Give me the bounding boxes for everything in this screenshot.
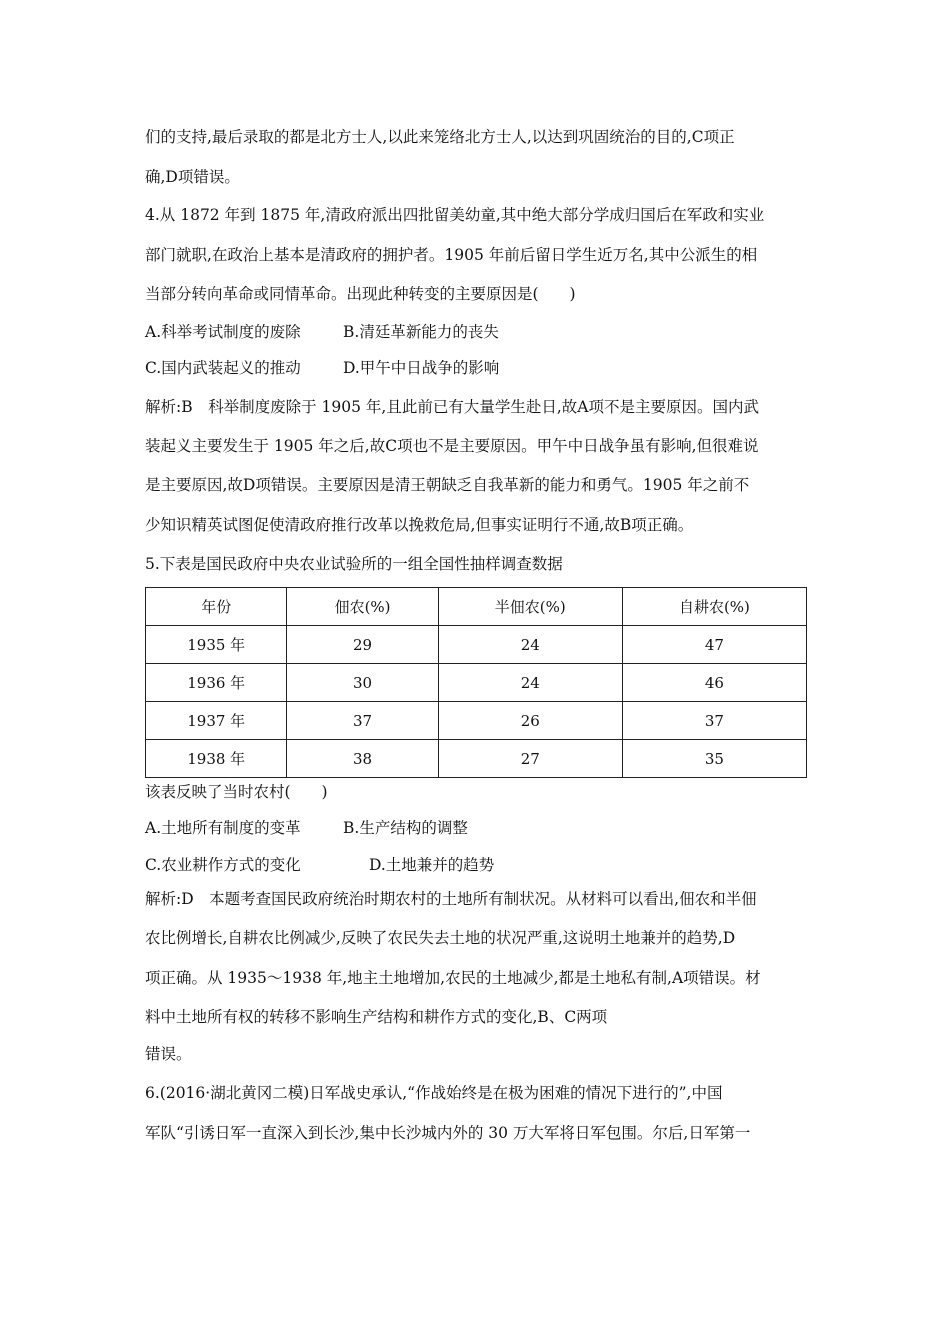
table-row <box>146 664 807 702</box>
table-header-cell: 自耕农(%) <box>622 588 806 626</box>
paragraph-line: 们的支持,最后录取的都是北方士人,以此来笼络北方士人,以达到巩固统治的目的,C项正 <box>145 128 735 146</box>
q4-option-row <box>145 358 500 378</box>
q4-option-c: C.国内武装起义的推动 <box>145 359 301 377</box>
table-cell: 26 <box>438 702 622 740</box>
answer-5-line: 错误。 <box>145 1045 192 1063</box>
table-cell: 1936 年 <box>146 664 287 702</box>
answer-4-line: 解析:B 科举制度废除于 1905 年,且此前已有大量学生赴日,故A项不是主要原因。国内武 <box>145 398 759 416</box>
question-6-line: 军队“引诱日军一直深入到长沙,集中长沙城内外的 30 万大军将日军包围。尔后,日军第一 <box>145 1124 751 1142</box>
answer-4-line: 少知识精英试图促使清政府推行改革以挽救危局,但事实证明行不通,故B项正确。 <box>145 516 694 534</box>
paragraph-line: 确,D项错误。 <box>145 168 240 186</box>
answer-5-line: 农比例增长,自耕农比例减少,反映了农民失去土地的状况严重,这说明土地兼并的趋势,D <box>145 929 736 947</box>
table-cell: 1935 年 <box>146 626 287 664</box>
table-row <box>146 740 807 778</box>
table-cell: 1937 年 <box>146 702 287 740</box>
q4-option-d: D.甲午中日战争的影响 <box>343 359 500 377</box>
table-header-cell: 佃农(%) <box>287 588 438 626</box>
table-cell: 24 <box>438 664 622 702</box>
question-6-line: 6.(2016·湖北黄冈二模)日军战史承认,“作战始终是在极为困难的情况下进行的”,中国 <box>145 1084 723 1102</box>
q4-option-b: B.清廷革新能力的丧失 <box>343 323 499 341</box>
answer-4-line: 装起义主要发生于 1905 年之后,故C项也不是主要原因。甲午中日战争虽有影响,但很难说 <box>145 437 759 455</box>
table-cell: 46 <box>622 664 806 702</box>
question-5-line: 5.下表是国民政府中央农业试验所的一组全国性抽样调查数据 <box>145 555 563 573</box>
survey-table <box>145 587 807 778</box>
question-5-line: 该表反映了当时农村( ) <box>145 783 328 801</box>
table-cell: 35 <box>622 740 806 778</box>
table-header-cell: 年份 <box>146 588 287 626</box>
table-row <box>146 702 807 740</box>
q4-option-a: A.科举考试制度的废除 <box>145 323 301 341</box>
question-4-line: 部门就职,在政治上基本是清政府的拥护者。1905 年前后留日学生近万名,其中公派生的相 <box>145 246 758 264</box>
answer-4-line: 是主要原因,故D项错误。主要原因是清王朝缺乏自我革新的能力和勇气。1905 年之前不 <box>145 476 750 494</box>
q4-option-row <box>145 322 499 342</box>
table-cell: 47 <box>622 626 806 664</box>
table-cell: 24 <box>438 626 622 664</box>
q5-option-d: D.土地兼并的趋势 <box>369 856 495 874</box>
q5-option-row <box>145 855 495 875</box>
table-cell: 37 <box>622 702 806 740</box>
q5-option-a: A.土地所有制度的变革 <box>145 819 301 837</box>
q5-option-row <box>145 818 468 838</box>
table-cell: 30 <box>287 664 438 702</box>
answer-5-line: 料中土地所有权的转移不影响生产结构和耕作方式的变化,B、C两项 <box>145 1008 608 1026</box>
answer-5-line: 解析:D 本题考查国民政府统治时期农村的土地所有制状况。从材料可以看出,佃农和半佃 <box>145 890 757 908</box>
table-header-cell: 半佃农(%) <box>438 588 622 626</box>
q5-option-b: B.生产结构的调整 <box>343 819 468 837</box>
table-cell: 37 <box>287 702 438 740</box>
table-cell: 29 <box>287 626 438 664</box>
q5-option-c: C.农业耕作方式的变化 <box>145 856 301 874</box>
question-4-line: 4.从 1872 年到 1875 年,清政府派出四批留美幼童,其中绝大部分学成归国后在军政和实业 <box>145 206 765 224</box>
question-4-line: 当部分转向革命或同情革命。出现此种转变的主要原因是( ) <box>145 285 576 303</box>
table-cell: 1938 年 <box>146 740 287 778</box>
table-cell: 38 <box>287 740 438 778</box>
table-cell: 27 <box>438 740 622 778</box>
table-header-row <box>146 588 807 626</box>
table-row <box>146 626 807 664</box>
answer-5-line: 项正确。从 1935～1938 年,地主土地增加,农民的土地减少,都是土地私有制,A项错误。材 <box>145 969 761 987</box>
